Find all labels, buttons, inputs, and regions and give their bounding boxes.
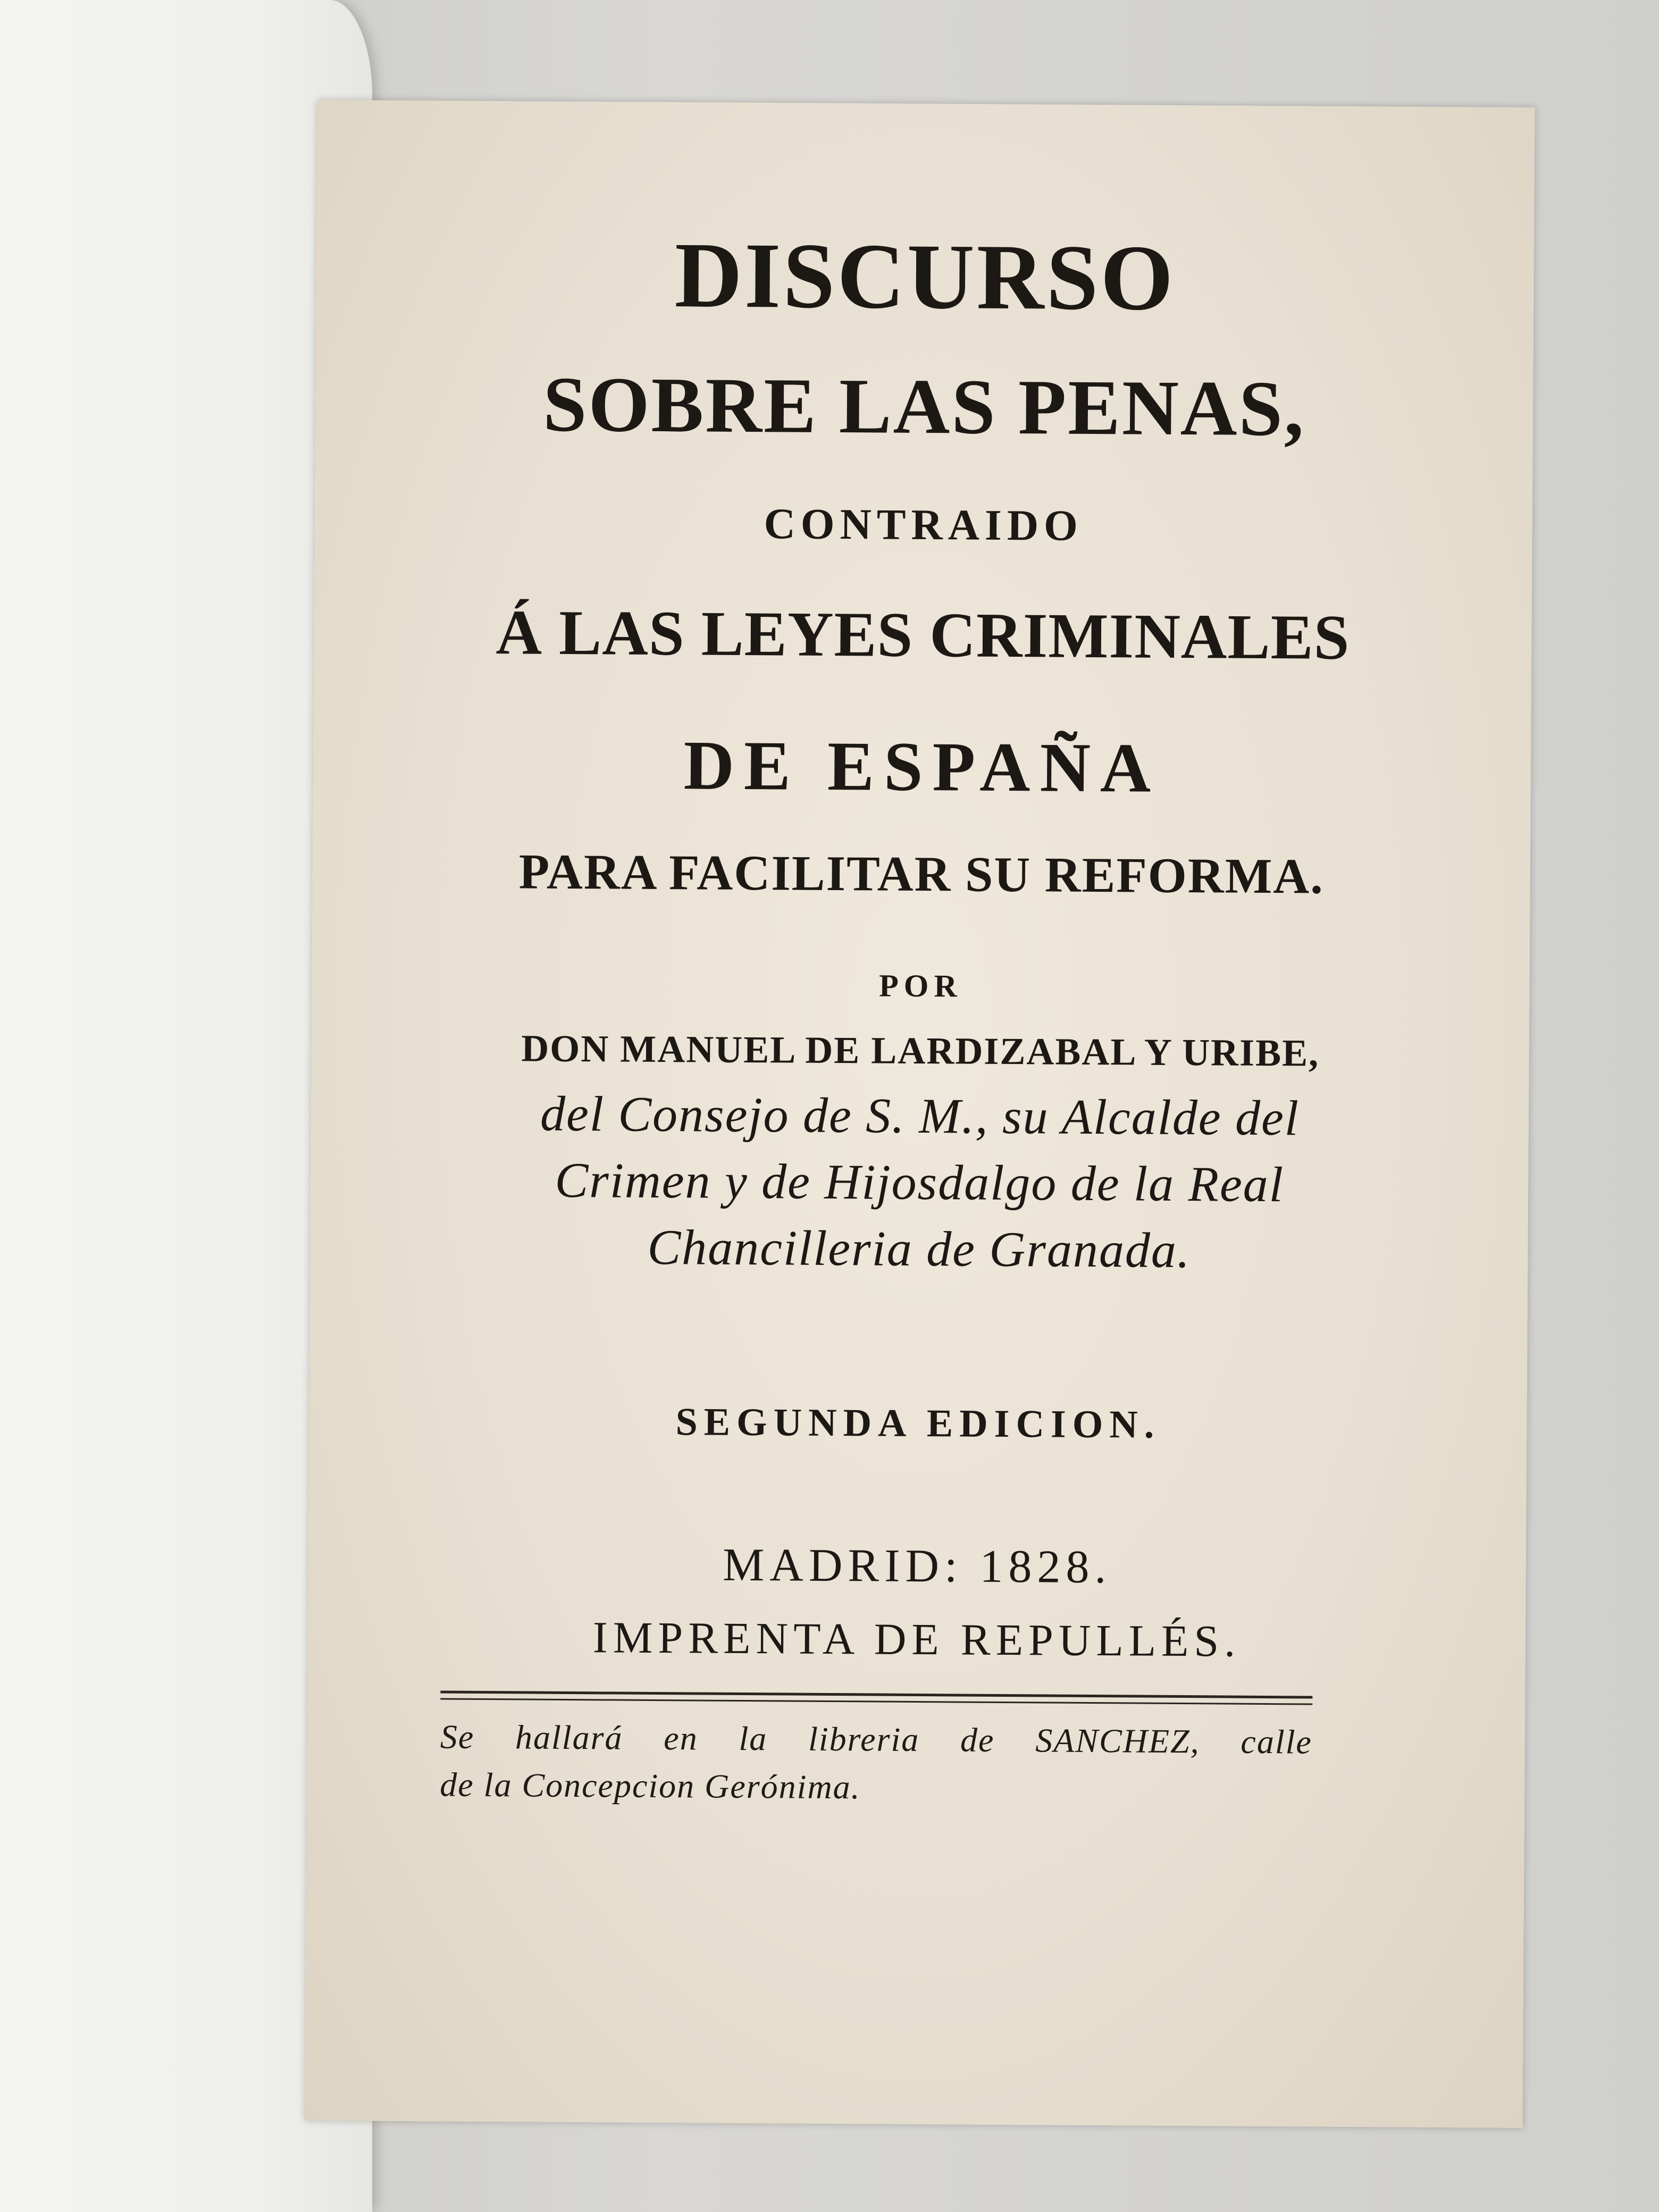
title-line-2: SOBRE LAS PENAS, — [542, 361, 1306, 453]
author-credentials-line-1: del Consejo de S. M., su Alcalde del — [540, 1086, 1300, 1146]
imprint-printer: IMPRENTA DE REPULLÉS. — [592, 1613, 1241, 1666]
author-credentials-line-2: Crimen y de Hijosdalgo de la Real — [555, 1152, 1285, 1213]
divider-rule — [440, 1691, 1312, 1699]
author-credentials-line-3: Chancilleria de Granada. — [647, 1219, 1191, 1279]
edition-label: SEGUNDA EDICION. — [675, 1400, 1161, 1447]
title-line-6: PARA FACILITAR SU REFORMA. — [518, 844, 1325, 904]
author-name: DON MANUEL DE LARDIZABAL Y URIBE, — [521, 1027, 1320, 1075]
imprint-place-date: MADRID: 1828. — [722, 1539, 1112, 1594]
title-line-4: Á LAS LEYES CRIMINALES — [496, 597, 1350, 673]
title-line-1: DISCURSO — [674, 223, 1176, 330]
title-page — [305, 100, 1535, 2128]
sale-note-line-1: Se hallará en la libreria de SANCHEZ, calle — [440, 1717, 1313, 1761]
divider-rule-thin — [440, 1698, 1312, 1705]
title-line-3: CONTRAIDO — [764, 499, 1084, 550]
sale-note-line-2: de la Concepcion Gerónima. — [440, 1765, 861, 1806]
by-label: POR — [878, 968, 963, 1004]
title-line-5: DE ESPAÑA — [683, 726, 1161, 807]
